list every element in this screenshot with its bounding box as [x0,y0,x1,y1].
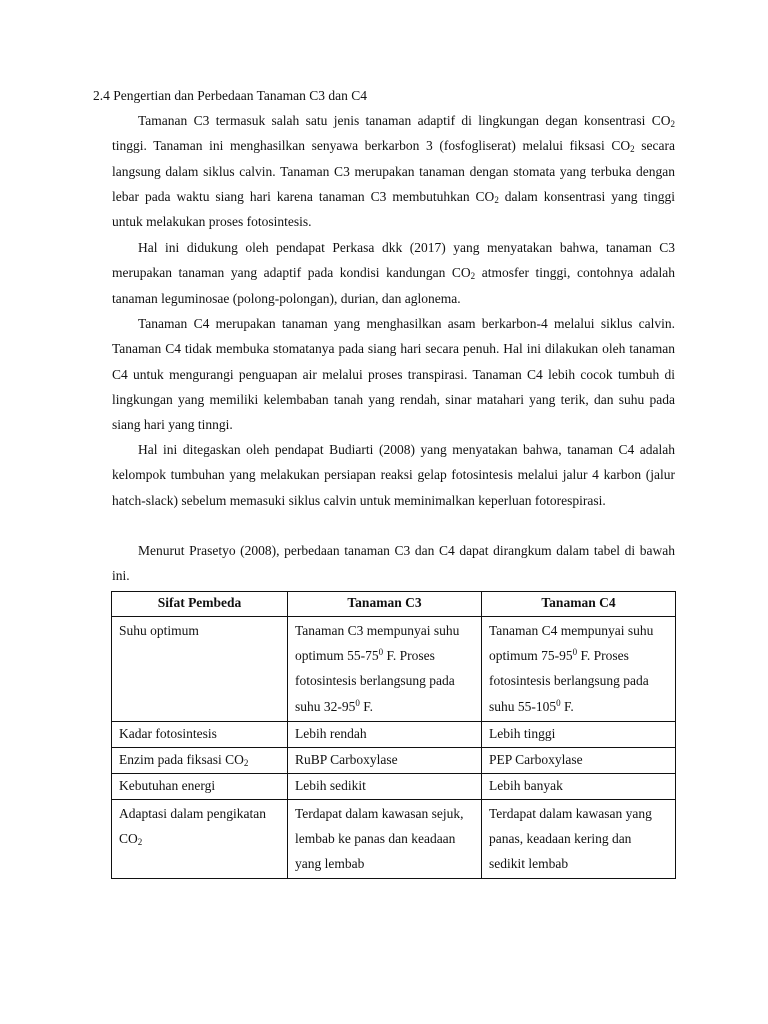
superscript: 0 [378,647,384,658]
text-run: atmosfer tinggi, contohnya adalah tanaman leguminosae (polong-polongan), durian, dan aglonema. [112,265,675,306]
paragraph-prasetyo: Menurut Prasetyo (2008), perbedaan tanaman C3 dan C4 dapat dirangkum dalam tabel di bawah ini. [112,543,675,584]
header-tanaman-c3: Tanaman C3 [288,592,482,617]
table-row [112,617,676,722]
superscript: 0 [556,697,561,708]
cell-c3: RuBP Carboxylase [288,747,482,773]
text-run: Enzim pada fiksasi CO [119,751,244,767]
subscript: 2 [137,837,143,848]
text-run: F. [560,698,574,714]
table-row [112,721,676,747]
row-label: Kebutuhan energi [112,773,288,799]
section-heading: 2.4 Pengertian dan Perbedaan Tanaman C3 dan C4 [93,88,367,103]
table-row [112,773,676,799]
text-run: secara langsung dalam siklus calvin. Tanaman C3 merupakan tanaman dengan stomata yang terbuka dengan lebar pada waktu siang hari karena tanaman C3 membutuhkan CO [112,138,675,204]
cell-c4: PEP Carboxylase [482,747,676,773]
cell-c4: Terdapat dalam kawasan yang panas, keadaan kering dan sedikit lembab [482,799,676,879]
table-row [112,747,676,773]
cell-c4: Lebih banyak [482,773,676,799]
superscript: 0 [572,647,578,658]
text-run: tinggi. Tanaman ini menghasilkan senyawa berkarbon 3 (fosfogliserat) melalui fiksasi CO [112,138,631,154]
superscript: 0 [355,697,360,708]
text-run: Tamanan C3 termasuk salah satu jenis tanaman adaptif di lingkungan degan konsentrasi CO [138,113,671,128]
subscript: 2 [494,194,499,205]
row-label: Suhu optimum [112,617,288,722]
paragraph-c3-definition [112,108,675,234]
row-label [112,747,288,773]
subscript: 2 [470,271,476,282]
text-run: F. Proses fotosintesis berlangsung pada suhu 55-105 [489,648,649,714]
paragraph-c4-definition: Tanaman C4 merupakan tanaman yang menghasilkan asam berkarbon-4 melalui siklus calvin. Tanaman C4 tidak membuka stomatanya pada siang hari secara penuh. Hal ini dilakukan oleh tanaman C4 untuk mengurangi penguapan air melalui proses transpirasi. Tanaman C4 lebih cocok tumbuh di lingkungan yang memiliki kelembaban tanah yang rendah, sinar matahari yang terik, dan suhu pada siang hari yang tinngi. [112,316,675,433]
row-label [112,799,288,879]
cell-c4 [482,617,676,722]
text-run: F. [359,698,374,714]
header-tanaman-c4: Tanaman C4 [482,592,676,617]
cell-c3 [288,617,482,722]
subscript: 2 [670,119,675,129]
text-run: Hal ini didukung oleh pendapat Perkasa dkk (2017) yang menyatakan bahwa, tanaman C3 merupakan tanaman yang adaptif pada kondisi kandungan CO [112,240,675,281]
text-run: F. Proses fotosintesis berlangsung pada suhu 32-95 [295,648,455,714]
cell-c3: Lebih rendah [288,721,482,747]
cell-c3: Terdapat dalam kawasan sejuk, lembab ke panas dan keadaan yang lembab [288,799,482,879]
subscript: 2 [243,757,249,768]
text-run: Tanaman C4 mempunyai suhu optimum 75-95 [489,623,654,664]
paragraph-budiarti: Hal ini ditegaskan oleh pendapat Budiarti (2008) yang menyatakan bahwa, tanaman C4 adalah kelompok tumbuhan yang melakukan persiapan reaksi gelap fotosintesis melalui jalur 4 karbon (jalur hatch-slack) sebelum memasuki siklus calvin untuk meminimalkan keperluan fotorespirasi. [112,442,675,508]
comparison-table [111,591,676,879]
text-run: Tanaman C3 mempunyai suhu optimum 55-75 [295,623,460,664]
table-row [112,799,676,879]
text-run: dalam konsentrasi yang tinggi untuk melakukan proses fotosintesis. [112,188,675,230]
cell-c4: Lebih tinggi [482,721,676,747]
cell-c3: Lebih sedikit [288,773,482,799]
subscript: 2 [630,144,635,155]
text-run: Adaptasi dalam pengikatan CO [119,805,266,847]
row-label: Kadar fotosintesis [112,721,288,747]
header-sifat-pembeda: Sifat Pembeda [112,592,288,617]
table-header-row [112,592,676,617]
paragraph-perkasa [112,235,675,311]
